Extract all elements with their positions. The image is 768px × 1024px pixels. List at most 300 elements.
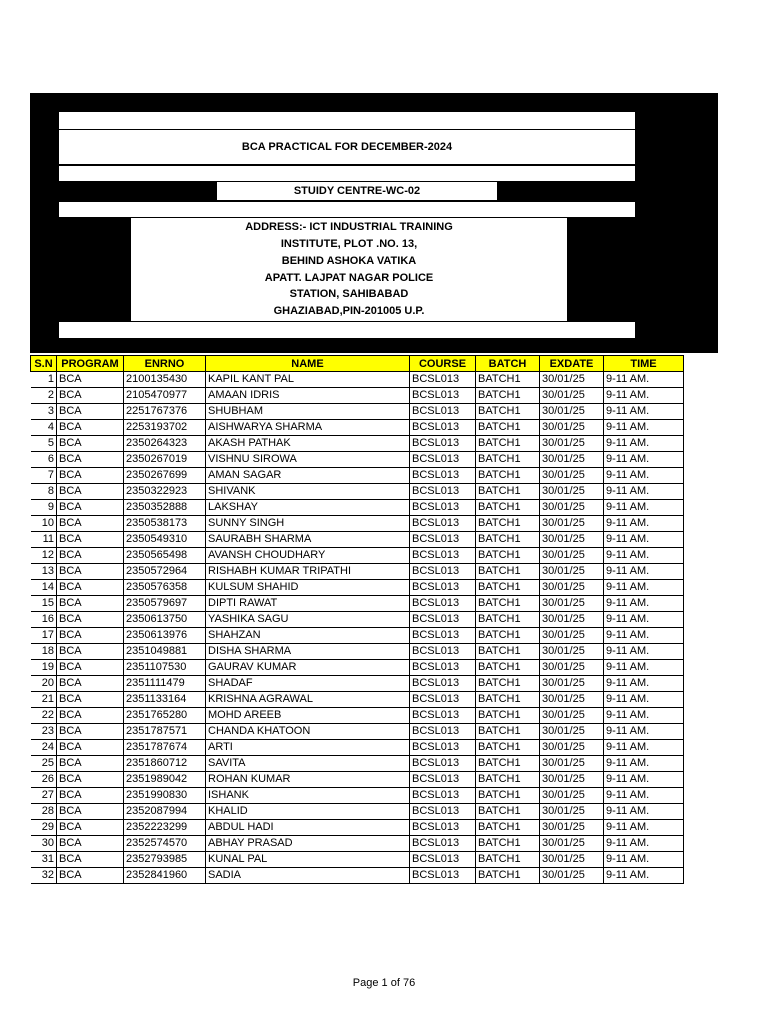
cell-name: KULSUM SHAHID (206, 580, 410, 596)
cell-batch: BATCH1 (476, 836, 540, 852)
cell-course: BCSL013 (410, 756, 476, 772)
cell-name: AMAAN IDRIS (206, 388, 410, 404)
cell-sn: 11 (31, 532, 57, 548)
cell-enrno: 2351765280 (124, 708, 206, 724)
column-header-exdate: EXDATE (540, 356, 604, 372)
cell-enrno: 2350549310 (124, 532, 206, 548)
table-row (31, 852, 684, 868)
cell-time: 9-11 AM. (604, 612, 684, 628)
cell-program: BCA (57, 420, 124, 436)
cell-enrno: 2350579697 (124, 596, 206, 612)
cell-course: BCSL013 (410, 836, 476, 852)
cell-sn: 27 (31, 788, 57, 804)
cell-program: BCA (57, 740, 124, 756)
cell-batch: BATCH1 (476, 788, 540, 804)
cell-exdate: 30/01/25 (540, 564, 604, 580)
cell-sn: 15 (31, 596, 57, 612)
column-header-program: PROGRAM (57, 356, 124, 372)
table-row (31, 836, 684, 852)
column-header-batch: BATCH (476, 356, 540, 372)
cell-name: SAURABH SHARMA (206, 532, 410, 548)
cell-time: 9-11 AM. (604, 708, 684, 724)
cell-exdate: 30/01/25 (540, 676, 604, 692)
cell-sn: 2 (31, 388, 57, 404)
column-header-enrno: ENRNO (124, 356, 206, 372)
cell-batch: BATCH1 (476, 372, 540, 388)
cell-batch: BATCH1 (476, 756, 540, 772)
cell-name: KRISHNA AGRAWAL (206, 692, 410, 708)
cell-enrno: 2350352888 (124, 500, 206, 516)
cell-course: BCSL013 (410, 436, 476, 452)
cell-course: BCSL013 (410, 804, 476, 820)
cell-name: ARTI (206, 740, 410, 756)
cell-sn: 9 (31, 500, 57, 516)
cell-exdate: 30/01/25 (540, 612, 604, 628)
table-row (31, 372, 684, 388)
cell-time: 9-11 AM. (604, 388, 684, 404)
table-row (31, 580, 684, 596)
cell-batch: BATCH1 (476, 868, 540, 884)
table-row (31, 452, 684, 468)
table-row (31, 644, 684, 660)
cell-enrno: 2351990830 (124, 788, 206, 804)
cell-time: 9-11 AM. (604, 468, 684, 484)
cell-program: BCA (57, 692, 124, 708)
cell-time: 9-11 AM. (604, 740, 684, 756)
cell-program: BCA (57, 452, 124, 468)
cell-program: BCA (57, 836, 124, 852)
cell-exdate: 30/01/25 (540, 548, 604, 564)
cell-name: SHUBHAM (206, 404, 410, 420)
cell-sn: 32 (31, 868, 57, 884)
table-row (31, 436, 684, 452)
cell-program: BCA (57, 468, 124, 484)
cell-exdate: 30/01/25 (540, 468, 604, 484)
cell-enrno: 2350322923 (124, 484, 206, 500)
cell-sn: 12 (31, 548, 57, 564)
cell-enrno: 2351111479 (124, 676, 206, 692)
cell-program: BCA (57, 628, 124, 644)
cell-time: 9-11 AM. (604, 372, 684, 388)
table-row (31, 564, 684, 580)
cell-time: 9-11 AM. (604, 452, 684, 468)
cell-exdate: 30/01/25 (540, 820, 604, 836)
cell-exdate: 30/01/25 (540, 500, 604, 516)
cell-program: BCA (57, 772, 124, 788)
cell-name: ABDUL HADI (206, 820, 410, 836)
cell-exdate: 30/01/25 (540, 836, 604, 852)
cell-sn: 24 (31, 740, 57, 756)
cell-program: BCA (57, 596, 124, 612)
address-line: INSTITUTE, PLOT .NO. 13, (280, 237, 418, 250)
cell-exdate: 30/01/25 (540, 372, 604, 388)
cell-sn: 7 (31, 468, 57, 484)
cell-time: 9-11 AM. (604, 532, 684, 548)
header-spacer-bar (58, 111, 636, 130)
cell-batch: BATCH1 (476, 772, 540, 788)
cell-program: BCA (57, 564, 124, 580)
header-spacer-bar (58, 165, 636, 182)
cell-sn: 21 (31, 692, 57, 708)
cell-course: BCSL013 (410, 820, 476, 836)
table-row (31, 628, 684, 644)
page-title: BCA PRACTICAL FOR DECEMBER-2024 (58, 129, 636, 165)
table-row (31, 500, 684, 516)
cell-program: BCA (57, 804, 124, 820)
cell-name: AVANSH CHOUDHARY (206, 548, 410, 564)
cell-enrno: 2105470977 (124, 388, 206, 404)
table-body (31, 372, 684, 884)
cell-course: BCSL013 (410, 548, 476, 564)
cell-program: BCA (57, 612, 124, 628)
address-line: ADDRESS:- ICT INDUSTRIAL TRAINING (245, 221, 453, 234)
cell-name: KUNAL PAL (206, 852, 410, 868)
cell-time: 9-11 AM. (604, 772, 684, 788)
cell-name: DIPTI RAWAT (206, 596, 410, 612)
cell-time: 9-11 AM. (604, 868, 684, 884)
cell-course: BCSL013 (410, 692, 476, 708)
table-row (31, 820, 684, 836)
address-line: STATION, SAHIBABAD (289, 288, 409, 301)
cell-name: CHANDA KHATOON (206, 724, 410, 740)
cell-exdate: 30/01/25 (540, 484, 604, 500)
cell-name: AKASH PATHAK (206, 436, 410, 452)
cell-enrno: 2350565498 (124, 548, 206, 564)
cell-enrno: 2352087994 (124, 804, 206, 820)
cell-enrno: 2352841960 (124, 868, 206, 884)
cell-time: 9-11 AM. (604, 644, 684, 660)
cell-program: BCA (57, 532, 124, 548)
cell-time: 9-11 AM. (604, 484, 684, 500)
cell-sn: 17 (31, 628, 57, 644)
cell-name: SADIA (206, 868, 410, 884)
cell-program: BCA (57, 756, 124, 772)
cell-exdate: 30/01/25 (540, 852, 604, 868)
cell-course: BCSL013 (410, 724, 476, 740)
cell-exdate: 30/01/25 (540, 388, 604, 404)
cell-exdate: 30/01/25 (540, 580, 604, 596)
cell-time: 9-11 AM. (604, 628, 684, 644)
cell-time: 9-11 AM. (604, 548, 684, 564)
cell-name: RISHABH KUMAR TRIPATHI (206, 564, 410, 580)
cell-sn: 5 (31, 436, 57, 452)
cell-batch: BATCH1 (476, 644, 540, 660)
cell-enrno: 2350576358 (124, 580, 206, 596)
cell-sn: 26 (31, 772, 57, 788)
cell-batch: BATCH1 (476, 660, 540, 676)
cell-exdate: 30/01/25 (540, 708, 604, 724)
cell-time: 9-11 AM. (604, 404, 684, 420)
cell-enrno: 2350613976 (124, 628, 206, 644)
cell-enrno: 2251767376 (124, 404, 206, 420)
column-header-course: COURSE (410, 356, 476, 372)
cell-batch: BATCH1 (476, 852, 540, 868)
cell-sn: 10 (31, 516, 57, 532)
cell-course: BCSL013 (410, 660, 476, 676)
cell-batch: BATCH1 (476, 804, 540, 820)
cell-course: BCSL013 (410, 788, 476, 804)
cell-course: BCSL013 (410, 644, 476, 660)
cell-enrno: 2351107530 (124, 660, 206, 676)
cell-time: 9-11 AM. (604, 804, 684, 820)
cell-exdate: 30/01/25 (540, 660, 604, 676)
cell-name: GAURAV KUMAR (206, 660, 410, 676)
cell-name: SHIVANK (206, 484, 410, 500)
cell-batch: BATCH1 (476, 484, 540, 500)
cell-name: SAVITA (206, 756, 410, 772)
cell-program: BCA (57, 708, 124, 724)
table-row (31, 676, 684, 692)
column-header-time: TIME (604, 356, 684, 372)
cell-exdate: 30/01/25 (540, 436, 604, 452)
cell-name: SUNNY SINGH (206, 516, 410, 532)
cell-program: BCA (57, 660, 124, 676)
cell-program: BCA (57, 580, 124, 596)
cell-enrno: 2350264323 (124, 436, 206, 452)
table-row (31, 484, 684, 500)
cell-batch: BATCH1 (476, 692, 540, 708)
cell-exdate: 30/01/25 (540, 740, 604, 756)
cell-sn: 29 (31, 820, 57, 836)
cell-sn: 23 (31, 724, 57, 740)
header-spacer-bar (58, 321, 636, 339)
cell-enrno: 2350267019 (124, 452, 206, 468)
cell-enrno: 2350572964 (124, 564, 206, 580)
cell-program: BCA (57, 644, 124, 660)
cell-enrno: 2351989042 (124, 772, 206, 788)
cell-time: 9-11 AM. (604, 756, 684, 772)
cell-time: 9-11 AM. (604, 500, 684, 516)
header-spacer-bar (58, 201, 636, 218)
address-line: APATT. LAJPAT NAGAR POLICE (264, 271, 434, 284)
table-header-row (31, 356, 684, 372)
cell-time: 9-11 AM. (604, 596, 684, 612)
cell-course: BCSL013 (410, 596, 476, 612)
column-header-name: NAME (206, 356, 410, 372)
cell-program: BCA (57, 788, 124, 804)
cell-enrno: 2351860712 (124, 756, 206, 772)
cell-course: BCSL013 (410, 868, 476, 884)
cell-enrno: 2350267699 (124, 468, 206, 484)
cell-exdate: 30/01/25 (540, 644, 604, 660)
cell-program: BCA (57, 404, 124, 420)
cell-time: 9-11 AM. (604, 788, 684, 804)
cell-enrno: 2253193702 (124, 420, 206, 436)
cell-program: BCA (57, 548, 124, 564)
cell-sn: 3 (31, 404, 57, 420)
page-number: Page 1 of 76 (352, 977, 416, 989)
cell-batch: BATCH1 (476, 628, 540, 644)
cell-enrno: 2100135430 (124, 372, 206, 388)
cell-course: BCSL013 (410, 628, 476, 644)
cell-batch: BATCH1 (476, 452, 540, 468)
cell-course: BCSL013 (410, 676, 476, 692)
cell-exdate: 30/01/25 (540, 804, 604, 820)
cell-program: BCA (57, 820, 124, 836)
cell-enrno: 2351133164 (124, 692, 206, 708)
cell-name: KAPIL KANT PAL (206, 372, 410, 388)
cell-time: 9-11 AM. (604, 436, 684, 452)
cell-name: ABHAY PRASAD (206, 836, 410, 852)
cell-batch: BATCH1 (476, 420, 540, 436)
cell-course: BCSL013 (410, 516, 476, 532)
address-block (130, 217, 568, 322)
cell-batch: BATCH1 (476, 468, 540, 484)
cell-time: 9-11 AM. (604, 692, 684, 708)
table-row (31, 724, 684, 740)
cell-program: BCA (57, 388, 124, 404)
column-header-sn: S.N (31, 356, 57, 372)
study-centre-label: STUIDY CENTRE-WC-02 (216, 181, 498, 201)
cell-course: BCSL013 (410, 580, 476, 596)
cell-sn: 30 (31, 836, 57, 852)
cell-name: DISHA SHARMA (206, 644, 410, 660)
cell-exdate: 30/01/25 (540, 596, 604, 612)
cell-program: BCA (57, 852, 124, 868)
table-row (31, 532, 684, 548)
cell-sn: 13 (31, 564, 57, 580)
cell-time: 9-11 AM. (604, 660, 684, 676)
cell-course: BCSL013 (410, 772, 476, 788)
cell-batch: BATCH1 (476, 564, 540, 580)
cell-time: 9-11 AM. (604, 564, 684, 580)
cell-time: 9-11 AM. (604, 516, 684, 532)
cell-program: BCA (57, 436, 124, 452)
cell-program: BCA (57, 372, 124, 388)
cell-sn: 6 (31, 452, 57, 468)
cell-sn: 22 (31, 708, 57, 724)
cell-exdate: 30/01/25 (540, 452, 604, 468)
cell-batch: BATCH1 (476, 596, 540, 612)
table-row (31, 468, 684, 484)
cell-exdate: 30/01/25 (540, 404, 604, 420)
cell-name: KHALID (206, 804, 410, 820)
cell-exdate: 30/01/25 (540, 788, 604, 804)
table-row (31, 804, 684, 820)
cell-exdate: 30/01/25 (540, 628, 604, 644)
cell-batch: BATCH1 (476, 516, 540, 532)
cell-enrno: 2351787571 (124, 724, 206, 740)
table-row (31, 612, 684, 628)
cell-program: BCA (57, 516, 124, 532)
cell-batch: BATCH1 (476, 404, 540, 420)
cell-program: BCA (57, 676, 124, 692)
cell-course: BCSL013 (410, 420, 476, 436)
cell-exdate: 30/01/25 (540, 420, 604, 436)
cell-course: BCSL013 (410, 740, 476, 756)
cell-sn: 18 (31, 644, 57, 660)
table-row (31, 868, 684, 884)
cell-name: MOHD AREEB (206, 708, 410, 724)
cell-exdate: 30/01/25 (540, 772, 604, 788)
cell-time: 9-11 AM. (604, 724, 684, 740)
cell-enrno: 2350613750 (124, 612, 206, 628)
cell-batch: BATCH1 (476, 580, 540, 596)
cell-exdate: 30/01/25 (540, 692, 604, 708)
cell-course: BCSL013 (410, 388, 476, 404)
cell-batch: BATCH1 (476, 532, 540, 548)
cell-course: BCSL013 (410, 708, 476, 724)
table-row (31, 548, 684, 564)
cell-course: BCSL013 (410, 612, 476, 628)
cell-sn: 25 (31, 756, 57, 772)
cell-enrno: 2352574570 (124, 836, 206, 852)
cell-batch: BATCH1 (476, 740, 540, 756)
table-row (31, 692, 684, 708)
cell-enrno: 2352223299 (124, 820, 206, 836)
cell-sn: 4 (31, 420, 57, 436)
table-row (31, 420, 684, 436)
cell-enrno: 2350538173 (124, 516, 206, 532)
cell-sn: 20 (31, 676, 57, 692)
cell-enrno: 2351787674 (124, 740, 206, 756)
cell-batch: BATCH1 (476, 436, 540, 452)
cell-exdate: 30/01/25 (540, 724, 604, 740)
cell-sn: 14 (31, 580, 57, 596)
table-row (31, 708, 684, 724)
cell-sn: 1 (31, 372, 57, 388)
cell-time: 9-11 AM. (604, 676, 684, 692)
table-row (31, 788, 684, 804)
cell-course: BCSL013 (410, 452, 476, 468)
cell-name: AMAN SAGAR (206, 468, 410, 484)
table-row (31, 772, 684, 788)
cell-course: BCSL013 (410, 532, 476, 548)
table-row (31, 404, 684, 420)
cell-enrno: 2352793985 (124, 852, 206, 868)
cell-program: BCA (57, 724, 124, 740)
cell-sn: 31 (31, 852, 57, 868)
cell-name: YASHIKA SAGU (206, 612, 410, 628)
cell-time: 9-11 AM. (604, 420, 684, 436)
cell-exdate: 30/01/25 (540, 868, 604, 884)
cell-course: BCSL013 (410, 500, 476, 516)
address-line: BEHIND ASHOKA VATIKA (281, 254, 417, 267)
table-row (31, 756, 684, 772)
table-row (31, 660, 684, 676)
cell-name: SHADAF (206, 676, 410, 692)
cell-time: 9-11 AM. (604, 836, 684, 852)
table-row (31, 596, 684, 612)
address-line: GHAZIABAD,PIN-201005 U.P. (273, 305, 425, 318)
cell-program: BCA (57, 868, 124, 884)
cell-batch: BATCH1 (476, 548, 540, 564)
cell-sn: 19 (31, 660, 57, 676)
cell-name: SHAHZAN (206, 628, 410, 644)
cell-program: BCA (57, 500, 124, 516)
cell-batch: BATCH1 (476, 708, 540, 724)
cell-course: BCSL013 (410, 484, 476, 500)
cell-course: BCSL013 (410, 372, 476, 388)
cell-batch: BATCH1 (476, 820, 540, 836)
cell-name: AISHWARYA SHARMA (206, 420, 410, 436)
cell-sn: 28 (31, 804, 57, 820)
cell-sn: 16 (31, 612, 57, 628)
cell-batch: BATCH1 (476, 612, 540, 628)
cell-batch: BATCH1 (476, 676, 540, 692)
table-row (31, 388, 684, 404)
cell-time: 9-11 AM. (604, 820, 684, 836)
table-row (31, 516, 684, 532)
cell-sn: 8 (31, 484, 57, 500)
cell-enrno: 2351049881 (124, 644, 206, 660)
cell-course: BCSL013 (410, 564, 476, 580)
cell-course: BCSL013 (410, 404, 476, 420)
cell-batch: BATCH1 (476, 724, 540, 740)
cell-exdate: 30/01/25 (540, 516, 604, 532)
cell-time: 9-11 AM. (604, 852, 684, 868)
cell-name: ISHANK (206, 788, 410, 804)
